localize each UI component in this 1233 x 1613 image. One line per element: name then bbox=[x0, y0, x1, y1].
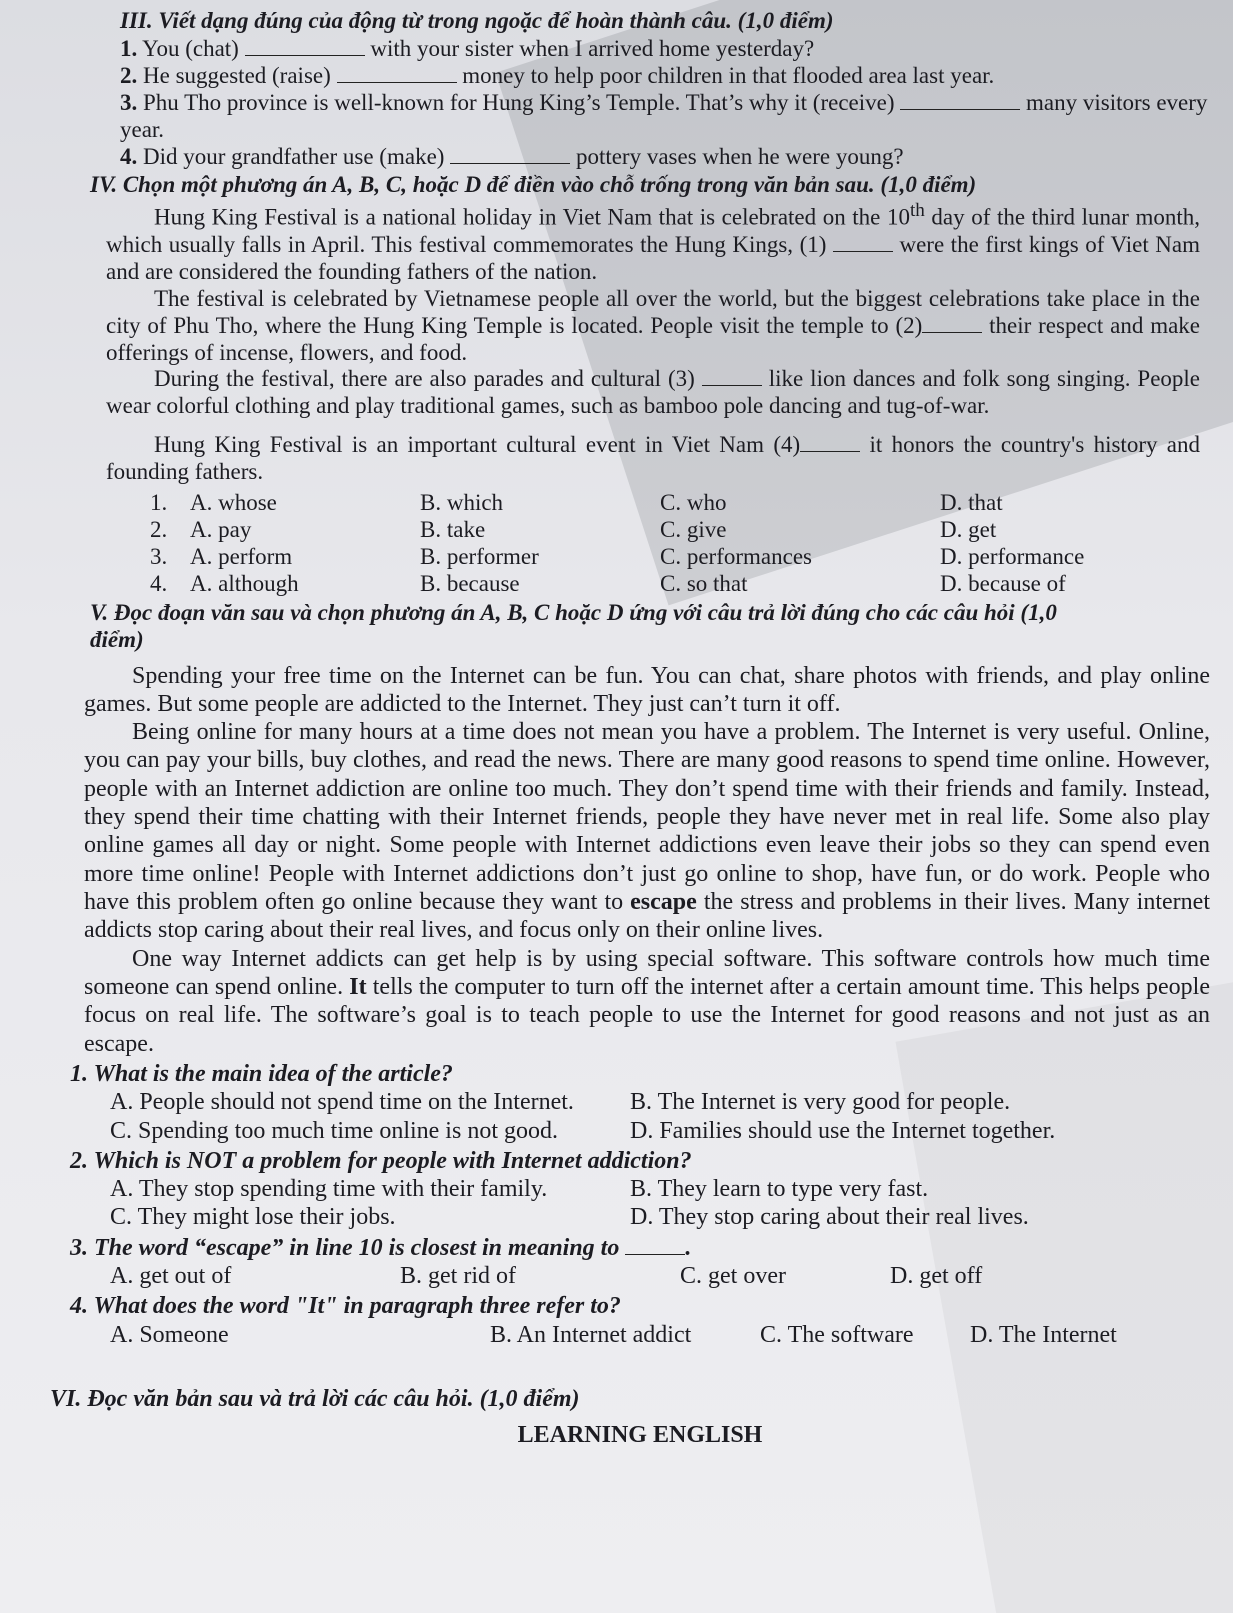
option-b[interactable]: B. performer bbox=[420, 543, 539, 569]
festival-paragraph-2: The festival is celebrated by Vietnamese people all over the world, but the biggest celebrations take place in the city of Phu Tho, where the Hung King Temple is located. People visit the temple to (2) their respect and make offerings of incense, flowers, and food. bbox=[106, 285, 1201, 365]
option-b[interactable]: B. get rid of bbox=[400, 1263, 516, 1290]
section-4-options bbox=[150, 490, 1210, 598]
option-b[interactable]: B. which bbox=[420, 490, 504, 516]
options-row-2: 2. A. pay B. take C. give D. get bbox=[150, 517, 1210, 544]
option-c[interactable]: C. performances bbox=[660, 543, 812, 569]
reading-paragraph-1: Spending your free time on the Internet can be fun. You can chat, share photos with friends, and play online games. But some people are addicted to the Internet. They just can’t turn it off. bbox=[84, 662, 1210, 717]
answer-blank[interactable] bbox=[922, 316, 982, 333]
option-a[interactable]: A. perform bbox=[190, 543, 293, 569]
reading-question-4: 4. What does the word "It" in paragraph three refer to? bbox=[70, 1293, 621, 1320]
option-c[interactable]: C. get over bbox=[680, 1263, 786, 1290]
option-c[interactable]: C. so that bbox=[660, 570, 748, 596]
section-4-title: IV. Chọn một phương án A, B, C, hoặc D để điền vào chỗ trống trong văn bản sau. (1,0 điểm) bbox=[90, 172, 977, 198]
option-b[interactable]: B. because bbox=[420, 570, 520, 596]
section-6-heading: LEARNING ENGLISH bbox=[517, 1422, 763, 1449]
question-2-options bbox=[110, 1175, 1210, 1232]
section-3-question-4: 4. Did your grandfather use (make) pottery vases when he were young? bbox=[120, 143, 904, 169]
option-c[interactable]: C. The software bbox=[760, 1321, 914, 1348]
section-5-title: V. Đọc đoạn văn sau và chọn phương án A, B, C hoặc D ứng với câu trả lời đúng cho các câu hỏi (1,0 điểm) bbox=[90, 599, 1057, 652]
question-4-options bbox=[110, 1321, 1210, 1349]
section-3-question-3: 3. Phu Tho province is well-known for Hung King’s Temple. That’s why it (receive) many visitors every year. bbox=[120, 89, 1208, 142]
option-a[interactable]: A. although bbox=[190, 570, 299, 596]
reading-question-2: 2. Which is NOT a problem for people with Internet addiction? bbox=[70, 1147, 692, 1174]
reading-paragraph-3: One way Internet addicts can get help is by using special software. This software controls how much time someone can spend online. It tells the computer to turn off the internet after a certain amount time. This helps people focus on real life. The software’s goal is to teach people to use the Internet for good reasons and not just as an escape. bbox=[84, 945, 1210, 1057]
festival-paragraph-1: Hung King Festival is a national holiday in Viet Nam that is celebrated on the 10th day of the third lunar month, which usually falls in April. This festival commemorates the Hung Kings, (1) were the first kings of Viet Nam and are considered the founding fathers of the nation. bbox=[106, 200, 1200, 284]
answer-blank[interactable] bbox=[702, 369, 762, 386]
answer-blank[interactable] bbox=[245, 39, 365, 56]
festival-paragraph-3: During the festival, there are also parades and cultural (3) like lion dances and folk song singing. People wear colorful clothing and play traditional games, such as bamboo pole dancing and tug-of-war. bbox=[106, 366, 1201, 419]
festival-paragraph-4: Hung King Festival is an important cultural event in Viet Nam (4) it honors the country's history and founding fathers. bbox=[106, 432, 1200, 485]
answer-blank[interactable] bbox=[337, 66, 457, 83]
section-6-title: VI. Đọc văn bản sau và trả lời các câu hỏi. (1,0 điểm) bbox=[50, 1386, 580, 1412]
option-d[interactable]: D. that bbox=[940, 490, 1003, 516]
question-1-options bbox=[110, 1088, 1210, 1145]
option-d[interactable]: D. get off bbox=[890, 1263, 983, 1290]
option-d[interactable]: D. get bbox=[940, 516, 997, 542]
reading-passage bbox=[50, 662, 1210, 1450]
section-3-question-2: 2. He suggested (raise) money to help poor children in that flooded area last year. bbox=[120, 62, 995, 88]
reading-question-3: 3. The word “escape” in line 10 is closest in meaning to . bbox=[70, 1234, 692, 1261]
option-c[interactable]: C. They might lose their jobs. bbox=[110, 1204, 396, 1231]
option-a[interactable]: A. People should not spend time on the Internet. bbox=[110, 1089, 574, 1116]
answer-blank[interactable] bbox=[450, 147, 570, 164]
options-row-3: 3. A. perform B. performer C. performances D. performance bbox=[150, 544, 1210, 571]
option-b[interactable]: B. The Internet is very good for people. bbox=[630, 1089, 1011, 1116]
options-row-4: 4. A. although B. because C. so that D. because of bbox=[150, 571, 1210, 598]
option-d[interactable]: D. performance bbox=[940, 543, 1085, 569]
option-a[interactable]: A. get out of bbox=[110, 1263, 232, 1290]
option-d[interactable]: D. Families should use the Internet together. bbox=[630, 1117, 1056, 1144]
question-3-options bbox=[110, 1262, 1210, 1290]
section-3-question-1: 1. You (chat) with your sister when I arrived home yesterday? bbox=[120, 35, 815, 61]
option-d[interactable]: D. because of bbox=[940, 570, 1066, 596]
option-d[interactable]: D. They stop caring about their real lives. bbox=[630, 1204, 1029, 1231]
section-3-title: III. Viết dạng đúng của động từ trong ngoặc để hoàn thành câu. (1,0 điểm) bbox=[120, 8, 834, 33]
option-b[interactable]: B. An Internet addict bbox=[490, 1321, 692, 1348]
option-a[interactable]: A. pay bbox=[190, 516, 252, 542]
reading-question-1: 1. What is the main idea of the article? bbox=[70, 1060, 453, 1087]
option-c[interactable]: C. Spending too much time online is not good. bbox=[110, 1117, 558, 1144]
option-a[interactable]: A. whose bbox=[190, 490, 277, 516]
document-content bbox=[30, 6, 1210, 1450]
option-d[interactable]: D. The Internet bbox=[970, 1321, 1117, 1348]
answer-blank[interactable] bbox=[800, 435, 860, 452]
option-b[interactable]: B. take bbox=[420, 516, 486, 542]
option-a[interactable]: A. Someone bbox=[110, 1321, 229, 1348]
option-c[interactable]: C. who bbox=[660, 490, 727, 516]
option-a[interactable]: A. They stop spending time with their family. bbox=[110, 1176, 548, 1203]
reading-paragraph-2: Being online for many hours at a time does not mean you have a problem. The Internet is very useful. Online, you can pay your bills, buy clothes, and read the news. There are many good reasons to spend time online. However, people with an Internet addiction are online too much. They don’t spend time with their friends and family. Instead, they spend their time chatting with their Internet friends, people they have never met in real life. Some also play online games all day or night. Some people with Internet addictions even leave their jobs so they can spend even more time online! People with Internet addictions don’t just go online to shop, have fun, or do work. People who have this problem often go online because they want to escape the stress and problems in their lives. Many internet addicts stop caring about their real lives, and focus only on their online lives. bbox=[84, 719, 1210, 944]
option-c[interactable]: C. give bbox=[660, 516, 727, 542]
answer-blank[interactable] bbox=[833, 235, 893, 252]
answer-blank[interactable] bbox=[625, 1238, 685, 1255]
option-b[interactable]: B. They learn to type very fast. bbox=[630, 1176, 929, 1203]
answer-blank[interactable] bbox=[900, 93, 1020, 110]
options-row-1: 1. A. whose B. which C. who D. that bbox=[150, 490, 1210, 517]
